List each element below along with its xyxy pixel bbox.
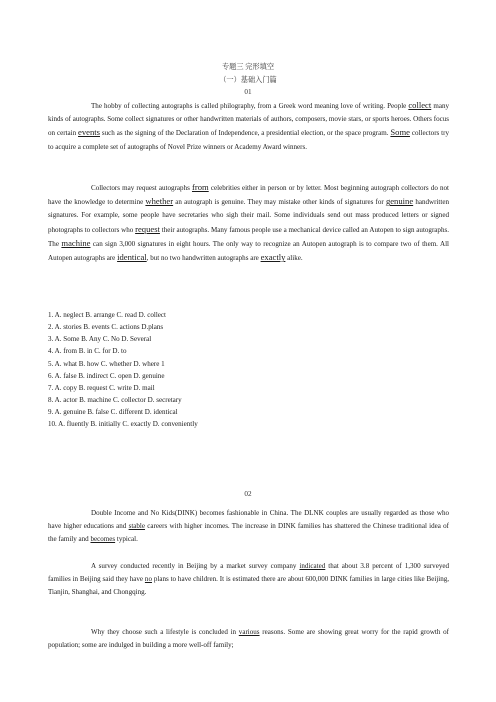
text-run: their autographs. Many famous people use a mechanical device called an Autopen to sign autographs. The (48, 225, 449, 248)
option-line: 9. A. genuine B. false C. different D. identical (48, 408, 178, 417)
text-run: alike. (285, 254, 303, 263)
text-run: A survey conducted recently in Beijing by a market survey company (91, 562, 300, 570)
text-run: Double Income and No Kids(DINK) becomes fashionable in China. The DLNK couples are usually regarded as those who have higher educations and (48, 509, 449, 531)
blank-answer-5: whether (145, 196, 174, 207)
option-line: 4. A. from B. in C. for D. to (48, 347, 127, 356)
text-run: collectors try to acquire a complete set of autographs of Novel Prize winners or Academy Award winners. (48, 129, 450, 151)
option-line: 3. A. Some B. Any C. No D. Several (48, 335, 152, 344)
text-run: Collectors may request autographs (91, 184, 192, 192)
text-run: typical. (115, 535, 138, 544)
option-line: 2. A. stories B. events C. actions D.plans (48, 323, 164, 332)
document-subtitle: （一）基础入门篇 (219, 76, 277, 84)
passage1-paragraph1 (48, 99, 449, 154)
section-number-02: 02 (244, 490, 252, 498)
blank-answer-2: events (78, 127, 100, 138)
option-line: 10. A. fluently B. initially C. exactly D. conveniently (48, 420, 198, 429)
section-number-01: 01 (244, 88, 252, 96)
blank-answer-3: Some (390, 127, 410, 138)
option-line: 5. A. what B. how C. whether D. where 1 (48, 359, 165, 368)
text-run: plans to have children. It is estimated there are about 600,000 DINK families in large cities like Beijing, Tianjin, Shanghai, and Chongqing. (48, 575, 450, 597)
option-line: 1. A. neglect B. arrange C. read D. collect (48, 311, 166, 319)
option-line: 8. A. actor B. machine C. collector D. secretary (48, 396, 182, 405)
blank-answer-8: machine (61, 237, 91, 248)
blank-answer-7: request (135, 223, 160, 234)
passage1-paragraph2 (48, 181, 449, 265)
text-run: that about 3.8 percent of 1,300 surveyed families in Beijing said they have (48, 562, 450, 584)
text-run: such as the signing of the Declaration of Independence, a presidential election, or the space program. (100, 129, 391, 138)
blank-answer-6: genuine (385, 196, 414, 207)
text-run: an autograph is genuine. They may mistake other kinds of signatures for (173, 198, 386, 207)
underlined-word: no (144, 575, 152, 584)
text-run: can sign 3,000 signatures in eight hours. The only way to recognize an Autopen autograph is to compare two of them. All Autopen autographs are (48, 239, 449, 263)
text-run: The hobby of collecting autographs is called philography, from a Greek word meaning love of writing. People (91, 102, 409, 110)
passage2-paragraph3 (48, 626, 449, 652)
text-run: careers with higher incomes. The increase in DINK families has shattered the Chinese traditional idea of the family and (48, 522, 449, 544)
underlined-word: various (238, 628, 260, 636)
answer-options-list (48, 309, 448, 431)
passage2-paragraph1 (48, 507, 449, 547)
text-run: , but no two handwritten autographs are (146, 254, 261, 263)
option-line: 7. A. copy B. request C. write D. mail (48, 383, 155, 392)
passage2-paragraph2 (48, 560, 449, 600)
text-run: many kinds of autographs. Some collect signatures or other handwritten materials of authors, composers, movie stars, or sports heroes. Others focus on certain (48, 102, 449, 138)
underlined-word: stable (128, 522, 146, 531)
underlined-word: becomes (90, 535, 116, 544)
text-run: reasons. Some are showing great worry for the rapid growth of population; some are indulged in building a more well-off family; (48, 628, 449, 650)
option-line: 6. A. false B. indirect C. open D. genuine (48, 371, 165, 380)
text-run: handwritten signatures. For example, some people have secretaries who sigh their mail. Some individuals send out mass produced letters or signed photographs to collectors who (48, 198, 450, 234)
underlined-word: indicated (299, 562, 326, 570)
blank-answer-10: exactly (260, 252, 286, 263)
document-title: 专题三 完形填空 (221, 63, 275, 71)
blank-answer-9: identical (117, 252, 147, 263)
text-run: celebrities either in person or by letter. Most beginning autograph collectors do not have the knowledge to determine (48, 184, 449, 207)
text-run: Why they choose such a lifestyle is concluded in (91, 628, 239, 636)
blank-answer-4: from (191, 182, 209, 192)
blank-answer-1: collect (408, 100, 432, 110)
